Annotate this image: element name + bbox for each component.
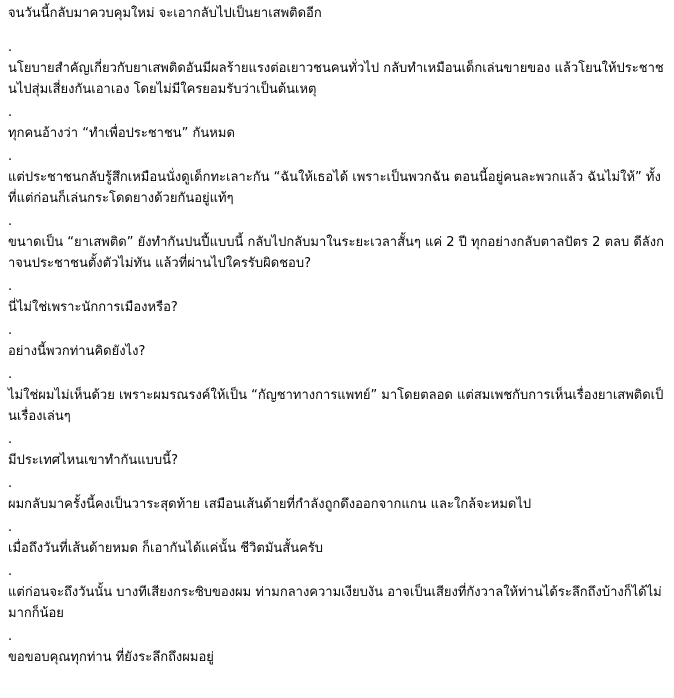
- separator-dot-3: .: [8, 149, 13, 164]
- paragraph-8: ไม่ใช่ผมไม่เห็นด้วย เพราะผมรณรงค์ให้เป็น “กัญชาทางการแพทย์” มาโดยตลอด แต่สมเพชกับการเห็นเรื่องยาเสพติดเป็นเรื่องเล่นๆ: [8, 388, 664, 424]
- separator-dot-6: .: [8, 323, 13, 338]
- separator-dot-9: .: [8, 476, 13, 491]
- paragraph-10: ผมกลับมาครั้งนี้คงเป็นวาระสุดท้าย เสมือนเส้นด้ายที่กำลังถูกดึงออกจากแกน และใกล้จะหมดไป: [8, 497, 532, 512]
- separator-dot-7: .: [8, 367, 13, 382]
- paragraph-6: นี่ไม่ใช่เพราะนักการเมืองหรือ?: [8, 300, 178, 315]
- paragraph-2: นโยบายสำคัญเกี่ยวกับยาเสพติดอันมีผลร้ายแรงต่อเยาวชนคนทั่วไป กลับทำเหมือนเด็กเล่นขายของ แล้วโยนให้ประชาชนไปสุ่มเสี่ยงกันเอาเอง โดยไม่มีใครยอมรับว่าเป็นต้นเหตุ: [8, 61, 664, 97]
- paragraph-1: จนวันนี้กลับมาควบคุมใหม่ จะเอากลับไปเป็นยาเสพติดอีก: [8, 6, 322, 21]
- separator-dot-2: .: [8, 105, 13, 120]
- paragraph-13: ขอขอบคุณทุกท่าน ที่ยังระลึกถึงผมอยู่: [8, 650, 214, 665]
- paragraph-9: มีประเทศไหนเขาทำกันแบบนี้?: [8, 453, 178, 468]
- separator-dot-1: .: [8, 40, 13, 55]
- paragraph-5: ขนาดเป็น “ยาเสพติด” ยังทำกันปนปี้แบบนี้ กลับไปกลับมาในระยะเวลาสั้นๆ แค่ 2 ปี ทุกอย่างกลับตาลปัตร 2 ตลบ ดีลังกาจนประชาชนตั้งตัวไม่ทัน แล้วที่ผ่านไปใครรับผิดชอบ?: [8, 235, 664, 271]
- paragraph-7: อย่างนี้พวกท่านคิดยังไง?: [8, 344, 146, 359]
- separator-dot-5: .: [8, 279, 13, 294]
- post-body: [8, 0, 668, 668]
- paragraph-4: แต่ประชาชนกลับรู้สึกเหมือนนั่งดูเด็กทะเลาะกัน “ฉันให้เธอได้ เพราะเป็นพวกฉัน ตอนนี้อยู่คนละพวกแล้ว ฉันไม่ให้” ทั้งที่แต่ก่อนก็เล่นกระโดดยางด้วยกันอยู่แท้ๆ: [8, 170, 661, 206]
- paragraph-11: เมื่อถึงวันที่เส้นด้ายหมด ก็เอากันได้แค่นั้น ชีวิตมันสั้นครับ: [8, 541, 324, 556]
- separator-dot-10: .: [8, 520, 13, 535]
- separator-dot-12: .: [8, 629, 13, 644]
- paragraph-12: แต่ก่อนจะถึงวันนั้น บางทีเสียงกระซิบของผม ท่ามกลางความเงียบงัน อาจเป็นเสียงที่กังวาลให้ท่านได้ระลึกถึงบ้างก็ได้ไม่มากก็น้อย: [8, 585, 662, 621]
- paragraph-3: ทุกคนอ้างว่า “ทำเพื่อประชาชน” กันหมด: [8, 126, 235, 141]
- separator-dot-8: .: [8, 432, 13, 447]
- separator-dot-4: .: [8, 214, 13, 229]
- separator-dot-11: .: [8, 564, 13, 579]
